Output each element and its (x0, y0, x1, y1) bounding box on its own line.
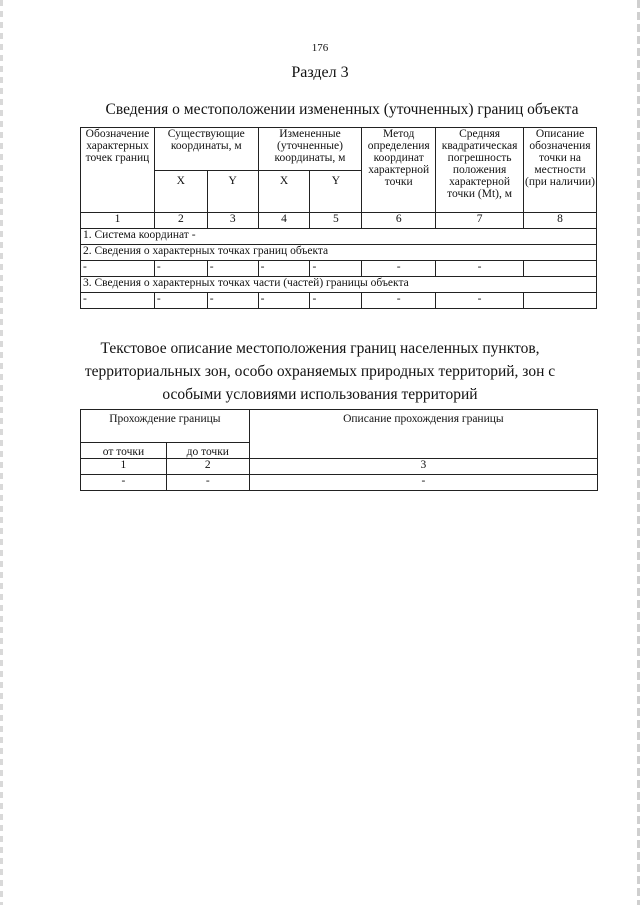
header-point-designation: Обозначение характерных точек границ (81, 128, 155, 213)
table-cell: - (81, 293, 155, 309)
column-number: 8 (524, 213, 597, 229)
coordinate-system-row: 1. Система координат - (81, 229, 597, 245)
table-cell: - (154, 261, 207, 277)
table-cell: - (154, 293, 207, 309)
table-cell: - (207, 261, 258, 277)
header-changed-y: Y (310, 171, 362, 213)
header-changed-coordinates: Измененные (уточненные) координаты, м (258, 128, 362, 171)
boundary-description-table (80, 409, 598, 491)
header-existing-y: Y (207, 171, 258, 213)
page-number: 176 (311, 42, 329, 54)
header-error: Средняя квадратическая погрешность положения характерной точки (Mt), м (436, 128, 524, 213)
table-cell: - (310, 293, 362, 309)
column-number: 5 (310, 213, 362, 229)
part-section-header: 3. Сведения о характерных точках части (частей) границы объекта (81, 277, 597, 293)
table-cell: - (166, 475, 249, 491)
column-number: 1 (81, 213, 155, 229)
table-cell: - (207, 293, 258, 309)
scan-edge-left (0, 0, 3, 905)
header-existing-coordinates: Существующие координаты, м (154, 128, 258, 171)
table-cell: - (81, 261, 155, 277)
table-cell: - (362, 261, 436, 277)
section-title: Раздел 3 (291, 64, 349, 81)
header-method: Метод определения координат характерной точки (362, 128, 436, 213)
column-number: 1 (81, 459, 167, 475)
header-passage-description: Описание прохождения границы (249, 410, 597, 459)
table-cell (524, 293, 597, 309)
description-title: Текстовое описание местоположения границ населенных пунктов, территориальных зон, особо охраняемых природных территорий, зон с особыми условиями использования территорий (84, 340, 556, 403)
table1-title: Сведения о местоположении измененных (уточненных) границ объекта (105, 101, 579, 118)
table-cell: - (362, 293, 436, 309)
header-boundary-passage: Прохождение границы (81, 410, 250, 443)
table-cell: - (310, 261, 362, 277)
table-cell (524, 261, 597, 277)
table-cell: - (436, 261, 524, 277)
column-number: 6 (362, 213, 436, 229)
boundary-coordinates-table (80, 127, 597, 309)
table-cell: - (249, 475, 597, 491)
points-section-header: 2. Сведения о характерных точках границ объекта (81, 245, 597, 261)
table-cell: - (258, 261, 310, 277)
table-cell: - (436, 293, 524, 309)
column-number: 4 (258, 213, 310, 229)
header-from-point: от точки (81, 443, 167, 459)
column-number: 2 (166, 459, 249, 475)
header-existing-x: X (154, 171, 207, 213)
column-number: 3 (249, 459, 597, 475)
table-cell: - (81, 475, 167, 491)
column-number: 3 (207, 213, 258, 229)
header-to-point: до точки (166, 443, 249, 459)
column-number: 7 (436, 213, 524, 229)
column-number: 2 (154, 213, 207, 229)
header-description: Описание обозначения точки на местности (при наличии) (524, 128, 597, 213)
header-changed-x: X (258, 171, 310, 213)
table-cell: - (258, 293, 310, 309)
